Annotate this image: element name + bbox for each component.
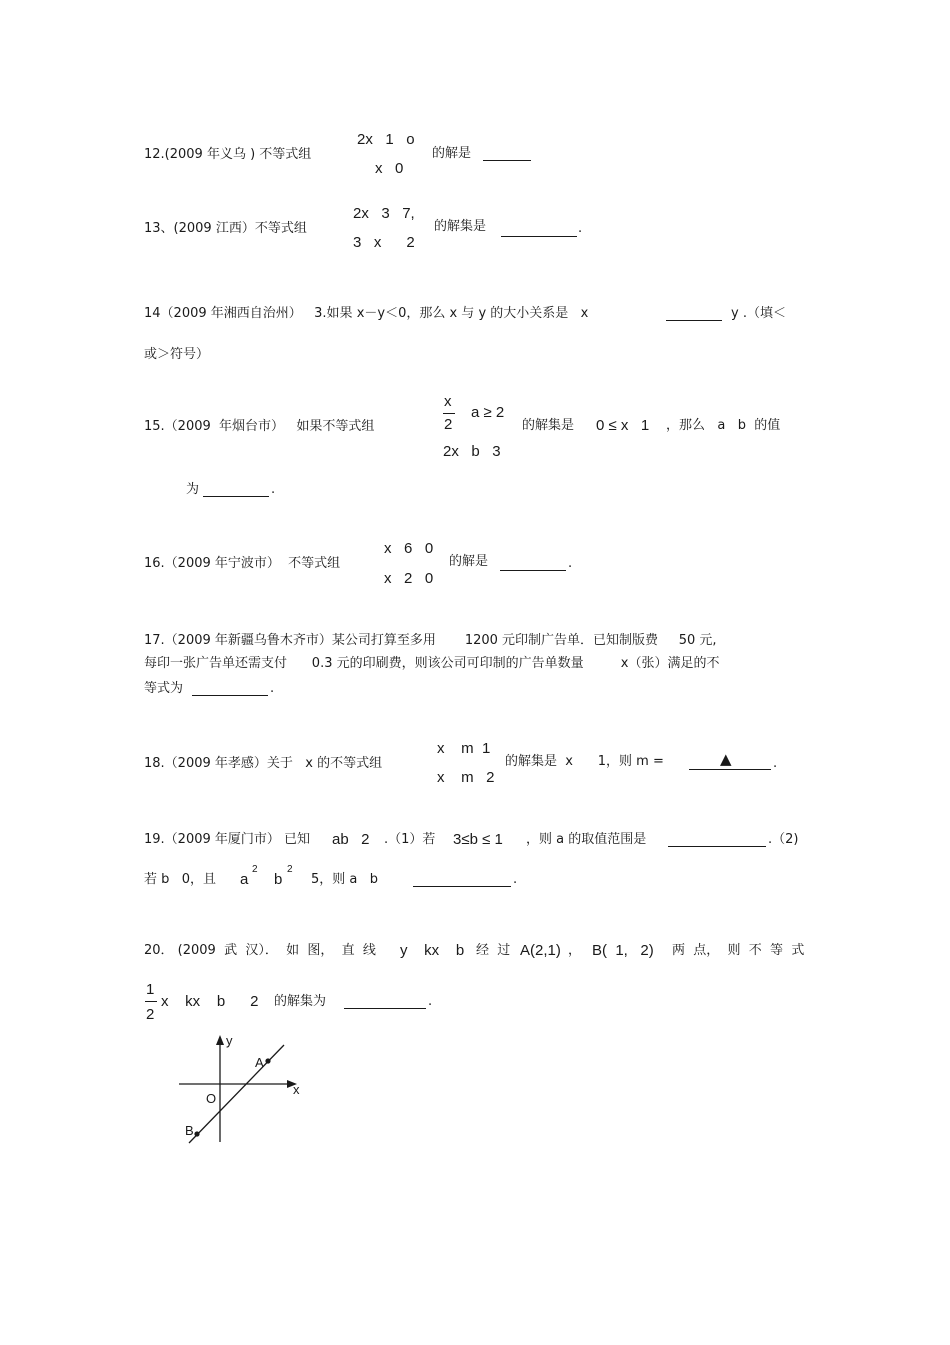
q19-b-squared-base: b — [274, 871, 283, 888]
q17-end: . — [270, 681, 275, 696]
q16-answer-blank[interactable] — [500, 570, 566, 571]
q20-answer-blank[interactable] — [344, 1008, 426, 1009]
q20-line1: 20． (2009 武 汉）． 如 图， 直 线 — [144, 943, 376, 958]
q16-system-row1: x 6 0 — [384, 540, 434, 557]
q15-middle: 的解集是 — [522, 418, 575, 433]
q16-prefix: 16.（2009 年宁波市） 不等式组 — [144, 556, 341, 571]
q12-suffix: 的解是 — [432, 146, 472, 161]
q15-frac-den: 2 — [444, 416, 453, 433]
q15-row1-rest: a ≥ 2 — [471, 404, 505, 421]
q15-system-row2: 2x b 3 — [443, 443, 501, 460]
q14-line2: 或＞符号） — [144, 347, 210, 362]
q20-point-a: A(2,1) — [520, 942, 561, 959]
q13-answer-blank[interactable] — [501, 236, 577, 237]
q14-answer-blank[interactable] — [666, 320, 722, 321]
q20-line2-expr: x kx b 2 — [161, 993, 259, 1010]
q19-a-squared-base: a — [240, 871, 249, 888]
x-axis-label: x — [293, 1082, 300, 1097]
point-a-dot — [265, 1058, 270, 1063]
q15-frac-num: x — [444, 393, 452, 410]
point-b-label: B — [185, 1123, 194, 1138]
q20-point-b: B( 1, 2) — [592, 942, 654, 959]
q15-range: 0 ≤ x 1 — [596, 417, 650, 434]
point-b-dot — [194, 1131, 199, 1136]
q18-triangle-marker: ▲ — [720, 750, 732, 768]
q18-answer-blank[interactable] — [689, 769, 771, 770]
q13-end: . — [578, 221, 583, 236]
q19-a-exponent: 2 — [252, 864, 258, 875]
q20-end: . — [428, 994, 433, 1009]
q15-tail: ，那么 a b 的值 — [666, 418, 781, 433]
q20-frac-num: 1 — [146, 981, 155, 998]
q19-ab-expr: ab 2 — [332, 831, 370, 848]
q14-after-blank: y .（填＜ — [731, 306, 786, 321]
q19-line2-prefix: 若 b 0，且 — [144, 872, 217, 887]
q16-end: . — [568, 556, 573, 571]
q18-system-row1: x m 1 — [437, 740, 491, 757]
q19-part2-label: .（2) — [768, 832, 799, 847]
q20-mid: 经 过 — [476, 943, 511, 958]
q19-part1-tail: ，则 a 的取值范围是 — [526, 832, 647, 847]
q20-line2-suffix: 的解集为 — [274, 994, 327, 1009]
y-axis-arrow-icon — [216, 1035, 224, 1045]
q19-range: 3≤b ≤ 1 — [453, 831, 503, 848]
q13-system-row1: 2x 3 7, — [353, 205, 415, 222]
q14-line1: 14（2009 年湘西自治州） 3.如果 x－y＜0，那么 x 与 y 的大小关系是 x — [144, 306, 589, 321]
q19-equation: 5，则 a b — [311, 872, 379, 887]
q16-system-row2: x 2 0 — [384, 570, 434, 587]
q18-prefix: 18.（2009 年孝感）关于 x 的不等式组 — [144, 756, 383, 771]
q19-prefix: 19.（2009 年厦门市） 已知 — [144, 832, 311, 847]
point-a-label: A — [255, 1055, 264, 1070]
q13-prefix: 13、(2009 江西）不等式组 — [144, 221, 307, 236]
q18-end: . — [773, 756, 778, 771]
q17-answer-blank[interactable] — [192, 695, 268, 696]
q15-prefix: 15.（2009 年烟台市） 如果不等式组 — [144, 419, 375, 434]
q12-system-row2: x 0 — [375, 160, 404, 177]
q19-end: . — [513, 872, 518, 887]
q20-frac-bar — [145, 1001, 157, 1002]
q15-frac-bar — [443, 413, 455, 414]
q20-coordinate-graph — [170, 1028, 310, 1148]
q19-answer-blank-1[interactable] — [668, 846, 766, 847]
q13-system-row2: 3 x 2 — [353, 234, 415, 251]
y-axis-label: y — [226, 1033, 233, 1048]
q20-comma: ， — [568, 943, 582, 958]
q18-suffix: 的解集是 x 1，则 m = — [505, 754, 664, 769]
q15-end: . — [271, 482, 276, 497]
origin-label: O — [206, 1091, 217, 1106]
q17-line1: 17.（2009 年新疆乌鲁木齐市）某公司打算至多用 1200 元印制广告单．已知制版费 50 元, — [144, 633, 717, 648]
q16-suffix: 的解是 — [449, 554, 489, 569]
q15-line2: 为 — [186, 482, 200, 497]
q12-system-row1: 2x 1 o — [357, 131, 415, 148]
q18-system-row2: x m 2 — [437, 769, 495, 786]
q12-prefix: 12.(2009 年义乌 ) 不等式组 — [144, 147, 312, 162]
q19-part1: .（1）若 — [384, 832, 436, 847]
q17-line3: 等式为 — [144, 681, 184, 696]
q19-b-exponent: 2 — [287, 864, 293, 875]
q12-answer-blank[interactable] — [483, 160, 531, 161]
q20-frac-den: 2 — [146, 1006, 155, 1023]
q17-line2: 每印一张广告单还需支付 0.3 元的印刷费，则该公司可印制的广告单数量 x（张）满足的不 — [144, 656, 720, 671]
q19-answer-blank-2[interactable] — [413, 886, 511, 887]
q15-answer-blank[interactable] — [203, 496, 269, 497]
q13-suffix: 的解集是 — [434, 219, 487, 234]
q20-line-expr: y kx b — [400, 942, 465, 959]
q20-tail: 两 点， 则 不 等 式 — [672, 943, 805, 958]
